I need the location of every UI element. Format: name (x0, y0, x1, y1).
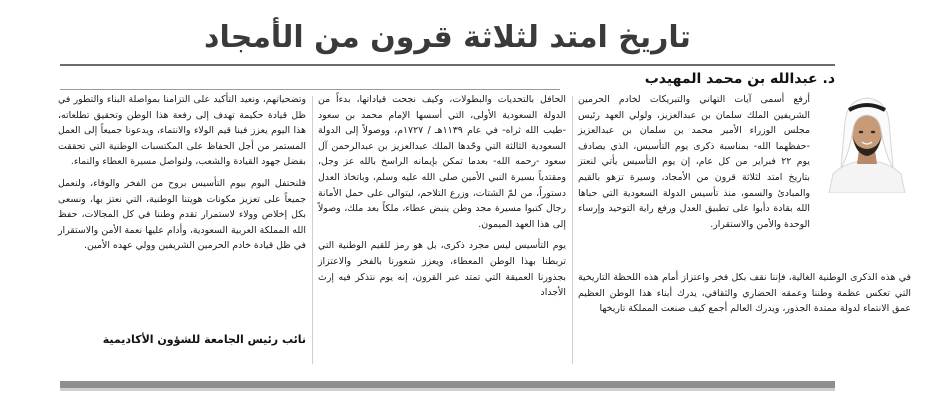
paragraph: وتضحياتهم، ونعيد التأكيد على التزامنا بمواصلة البناء والتطور في ظل قيادة حكيمة تهدف إلى رفعة هذا الوطن وتحقيق تطلعاته، هذا اليوم يعزز فينا قيم الولاء والانتماء، ويدعونا جميعاً إلى العمل المستمر من أجل الحفاظ على المكتسبات الوطنية التي تحققت بفضل جهود القيادة والشعب، ولنواصل مسيرة العطاء والنماء. (58, 94, 306, 168)
article-column-1 (578, 92, 810, 238)
headline-rule (60, 64, 835, 66)
article-column-2 (318, 92, 566, 307)
paragraph: في هذه الذكرى الوطنية الغالية، فإننا نقف بكل فخر واعتزاز أمام هذه اللحظة التاريخية التي تعكس عظمة وطننا وعمقه الحضاري والثقافي، يدرك أبناء هذا الوطن العظيم عمق الانتماء لدولة ممتدة الجذور، ويدرك العالم أجمع كيف صنعت المملكة تاريخها (578, 272, 911, 315)
paragraph: يوم التأسيس ليس مجرد ذكرى، بل هو رمز للقيم الوطنية التي تربطنا بهذا الوطن المعطاء، ويعزز شعورنا بالفخر والاعتزاز بجذورنا العميقة التي تمتد عبر القرون، إنه يوم نتذكر فيه إرث الأجداد (318, 240, 566, 299)
column-divider (572, 96, 573, 364)
paragraph: الحافل بالتحديات والبطولات، وكيف نجحت قياداتها، بدءاً من الدولة السعودية الأولى، التي أسسها الإمام محمد بن سعود -طيب الله ثراه- في عام ١١٣٩هـ / ١٧٢٧م، ووصولاً إلى الدولة السعودية الثالثة التي وحّدها الملك عبدالعزيز بن عبدالرحمن آل سعود -رحمه الله- بعدما تمكن بإيمانه الراسخ بالله عز وجل، ومقتدياً بسيرة النبي الأمين صلى الله عليه وسلم، وباتخاذ العدل دستوراً، من لمّ الشتات، وزرع التلاحم، ليتوالى على حمل الأمانة رجال كتبوا مسيرة مجد وطن ينبض عطاء، ملكاً بعد ملك، وصولاً إلى هذا العهد الميمون. (318, 94, 566, 230)
paragraph: فلنحتفل اليوم بيوم التأسيس بروح من الفخر والوفاء، ولنعمل جميعاً على تعزيز مكونات هويتنا الوطنية، التي نعتز بها، ونسعى بكل إخلاص وولاء لاستمرار تقدم وطننا في كل المجالات، حفظ الله المملكة العربية السعودية، وأدام عليها نعمة الأمن والاستقرار في ظل قيادة خادم الحرمين الشريفين وولي عهده الأمين. (58, 177, 306, 252)
author-byline: د. عبدالله بن محمد المهيدب (644, 71, 835, 87)
article-column-1-lower (578, 270, 911, 323)
article-headline: تاريخ امتد لثلاثة قرون من الأمجاد (204, 20, 691, 55)
article-column-3 (58, 92, 306, 260)
footer-rule (60, 381, 835, 388)
byline-rule (60, 89, 560, 90)
footer-rule-shadow (60, 388, 835, 391)
author-portrait (823, 88, 911, 193)
column-divider (312, 96, 313, 364)
paragraph: أرفع أسمى آيات التهاني والتبريكات لخادم الحرمين الشريفين الملك سلمان بن عبدالعزيز، ولولي العهد رئيس مجلس الوزراء الأمير محمد بن سلمان بن عبدالعزيز -حفظهما الله- بمناسبة ذكرى يوم التأسيس، الذي يصادف يوم ٢٢ فبراير من كل عام، إن يوم التأسيس يأتي لنعتز بتاريخ امتد لثلاثة قرون من الأمجاد، وسيرة تزهو بالقيم والمبادئ والسمو، منذ تأسيس الدولة السعودية التي حباها الله بقادة دأبوا على تطبيق العدل ورفع راية التوحيد وإرساء الوحدة والأمن والاستقرار. (578, 94, 810, 230)
author-title: نائب رئيس الجامعة للشؤون الأكاديمية (102, 333, 306, 346)
portrait-image (823, 88, 911, 193)
